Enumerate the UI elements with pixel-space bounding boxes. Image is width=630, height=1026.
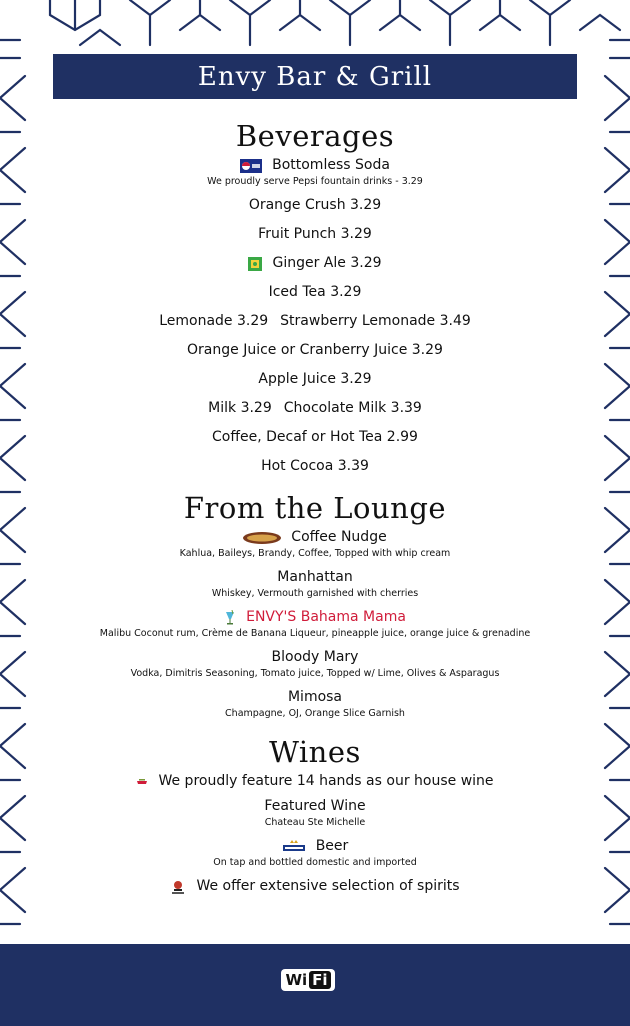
bottomless-soda-row [45, 156, 585, 175]
beer-label: Beer [315, 838, 349, 854]
cocktail-icon [224, 610, 236, 625]
wines-title: Wines [269, 735, 361, 769]
bahama-mama-label: ENVY'S Bahama Mama [246, 609, 406, 625]
milk-row [45, 399, 585, 418]
house-wine-label: We proudly feature 14 hands as our house wine [158, 773, 494, 789]
lounge-title: From the Lounge [183, 491, 447, 525]
restaurant-title: Envy Bar & Grill [53, 54, 577, 99]
mimosa-desc: Champagne, OJ, Orange Slice Garnish [225, 708, 405, 719]
lemonade-item: Lemonade 3.29 [159, 313, 269, 329]
lemonade-row [45, 312, 585, 331]
house-wine-row [45, 772, 585, 791]
spirits-label: We offer extensive selection of spirits [196, 878, 460, 894]
wifi-text-right: Fi [309, 971, 330, 989]
coffee-nudge-desc: Kahlua, Baileys, Brandy, Coffee, Topped with whip cream [179, 548, 451, 559]
bloody-mary-label: Bloody Mary [271, 649, 359, 665]
wifi-badge [281, 969, 335, 991]
bottomless-soda-desc: We proudly serve Pepsi fountain drinks - 3.29 [207, 176, 423, 187]
iced-tea-item: Iced Tea 3.29 [268, 284, 362, 300]
apple-juice-item: Apple Juice 3.29 [258, 371, 372, 387]
hot-cocoa-item: Hot Cocoa 3.39 [261, 458, 369, 474]
coffee-item: Coffee, Decaf or Hot Tea 2.99 [212, 429, 418, 445]
featured-wine-desc: Chateau Ste Michelle [264, 817, 366, 828]
featured-wine-label: Featured Wine [264, 798, 366, 814]
ginger-ale-row [45, 254, 585, 273]
bottomless-soda-label: Bottomless Soda [272, 157, 390, 173]
beverages-title: Beverages [235, 119, 395, 153]
strawberry-lemonade-item: Strawberry Lemonade 3.49 [280, 313, 471, 329]
wifi-text-left: Wi [285, 971, 308, 989]
spirits-row [45, 877, 585, 896]
bloody-mary-desc: Vodka, Dimitris Seasoning, Tomato juice, Topped w/ Lime, Olives & Asparagus [130, 668, 500, 679]
coffee-nudge-label: Coffee Nudge [291, 529, 387, 545]
menu-content [45, 118, 585, 896]
baileys-logo-icon [243, 532, 281, 544]
wine-label-icon [136, 777, 148, 787]
juices-item: Orange Juice or Cranberry Juice 3.29 [187, 342, 443, 358]
bahama-mama-desc: Malibu Coconut rum, Crème de Banana Liqueur, pineapple juice, orange juice & grenadine [99, 628, 531, 639]
spirits-logo-icon [170, 879, 186, 895]
orange-crush-item: Orange Crush 3.29 [248, 197, 382, 213]
manhattan-label: Manhattan [277, 569, 353, 585]
corona-logo-icon [282, 840, 306, 854]
coffee-nudge-row [45, 528, 585, 547]
bahama-mama-row [45, 608, 585, 627]
manhattan-desc: Whiskey, Vermouth garnished with cherries [211, 588, 419, 599]
pepsi-logo-icon [240, 159, 262, 173]
milk-item: Milk 3.29 [208, 400, 272, 416]
beer-desc: On tap and bottled domestic and imported [213, 857, 417, 868]
beer-row [45, 837, 585, 856]
chocolate-milk-item: Chocolate Milk 3.39 [283, 400, 422, 416]
canada-dry-logo-icon [248, 257, 262, 271]
ginger-ale-label: Ginger Ale 3.29 [272, 255, 382, 271]
fruit-punch-item: Fruit Punch 3.29 [258, 226, 372, 242]
mimosa-label: Mimosa [287, 689, 343, 705]
